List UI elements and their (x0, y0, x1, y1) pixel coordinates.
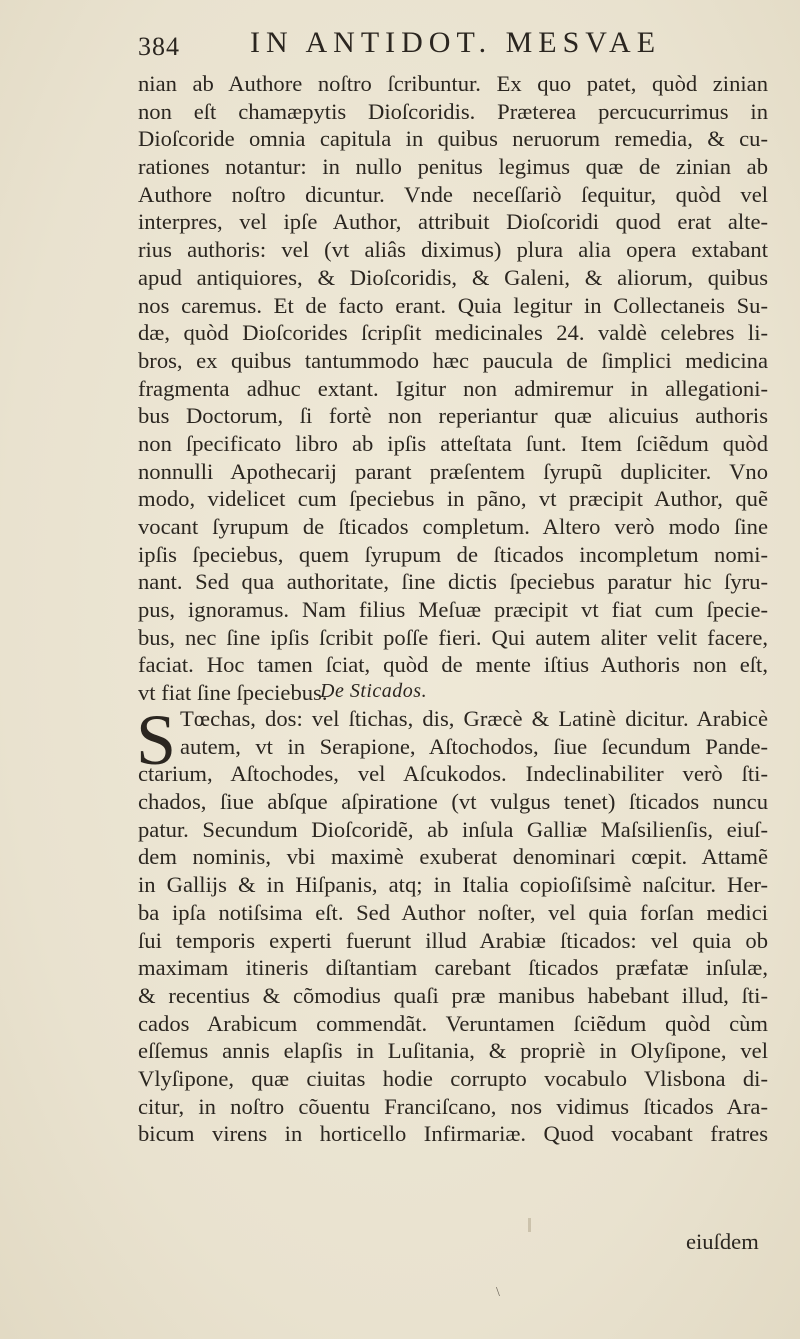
text-line: faciat. Hoc tamen ſciat, quòd de mente iſtius Authoris non eſt, (138, 652, 768, 678)
text-line: ba ipſa notiſsima eſt. Sed Author noſter, vel quia forſan medici (138, 899, 768, 925)
paragraph-1 (138, 70, 768, 707)
drop-cap: S (136, 700, 177, 780)
text-line: nonnulli Apothecarij parant præſentem ſyrupũ dupliciter. Vno (138, 458, 768, 484)
text-line: apud antiquiores, & Dioſcoridis, & Galeni, & aliorum, quibus (138, 264, 768, 290)
text-line: bros, ex quibus tantummodo hæc paucula de ſimplici medicina (138, 347, 768, 373)
text-line: ipſis ſpeciebus, quem ſyrupum de ſticados incompletum nomi- (138, 541, 768, 567)
text-line: chados, ſiue abſque aſpiratione (vt vulgus tenet) ſticados nuncu (138, 789, 768, 815)
text-line: Vlyſipone, quæ ciuitas hodie corrupto vocabulo Vlisbona di- (138, 1065, 768, 1091)
text-line: non eſt chamæpytis Dioſcoridis. Præterea percucurrimus in (138, 98, 768, 124)
text-line: Dioſcoride omnia capitula in quibus neruorum remedia, & cu- (138, 126, 768, 152)
section-title: De Sticados. (320, 680, 428, 702)
text-line: nian ab Authore noſtro ſcribuntur. Ex quo patet, quòd zinian (138, 71, 768, 96)
text-line: non ſpecificato libro ab ipſis atteſtata ſunt. Item ſciẽdum quòd (138, 430, 768, 456)
text-line: ctarium, Aſtochodes, vel Aſcukodos. Indeclinabiliter verò ſti- (138, 761, 768, 787)
text-line: citur, in noſtro cõuentu Franciſcano, nos vidimus ſticados Ara- (138, 1093, 768, 1119)
text-line: vt fiat ſine ſpeciebus. (138, 680, 328, 706)
text-line: nos caremus. Et de facto erant. Quia legitur in Collectaneis Su- (138, 292, 768, 318)
text-line: in Gallijs & in Hiſpanis, atq; in Italia copioſiſsimè naſcitur. Her- (138, 872, 768, 898)
text-line: Authore noſtro dicuntur. Vnde neceſſariò ſequitur, quòd vel (138, 181, 768, 207)
page-header (138, 18, 768, 61)
text-line: dem nominis, vbi maximè exuberat denominari cœpit. Attamẽ (138, 844, 768, 870)
text-line: cados Arabicum commendãt. Veruntamen ſciẽdum quòd cùm (138, 1010, 768, 1036)
text-line: vocant ſyrupum de ſticados completum. Altero verò modo ſine (138, 514, 768, 539)
text-line: rius authoris: vel (vt aliâs diximus) plura alia opera extabant (138, 237, 768, 263)
text-line: bicum virens in horticello Infirmariæ. Quod vocabant fratres (138, 1121, 768, 1147)
text-line: dæ, quòd Dioſcorides ſcripſit medicinales 24. valdè celebres li- (138, 320, 768, 346)
text-line: fragmenta adhuc extant. Igitur non admiremur in allegationi- (138, 375, 768, 401)
text-line: rationes notantur: in nullo penitus legimus quæ de zinian ab (138, 154, 768, 180)
catchword: eiuſdem (686, 1229, 759, 1254)
text-line: nant. Sed qua authoritate, ſine dictis ſpeciebus paratur hic ſyru- (138, 569, 768, 595)
running-head: IN ANTIDOT. MESVAE (250, 26, 662, 59)
text-line: modo, videlicet cum ſpeciebus in pãno, vt præcipit Author, quẽ (138, 486, 768, 512)
text-line: patur. Secundum Dioſcoridẽ, ab inſula Galliæ Maſsilienſis, eiuſ- (138, 816, 768, 842)
paper-speck (528, 1218, 531, 1232)
text-line: pus, ignoramus. Nam filius Meſuæ præcipit vt fiat cum ſpecie- (138, 597, 768, 623)
text-line: eſſemus annis elapſis in Luſitania, & propriè in Olyſipone, vel (138, 1038, 768, 1064)
text-line: bus Doctorum, ſi fortè non reperiantur quæ alicuius authoris (138, 403, 768, 429)
text-line: ſui temporis experti fuerunt illud Arabiæ ſticados: vel quia ob (138, 927, 768, 953)
text-line: & recentius & cõmodius quaſi præ manibus habebant illud, ſti- (138, 982, 768, 1008)
text-line: bus, nec ſine ipſis ſcribit poſſe fieri. Qui autem aliter velit facere, (138, 624, 768, 650)
text-line: autem, vt in Serapione, Aſtochodos, ſiue ſecundum Pande- (180, 733, 768, 759)
stray-mark: \ (496, 1285, 500, 1300)
text-line: maximam itineris diſtantiam carebant ſticados præfatæ inſulæ, (138, 955, 768, 981)
paragraph-2 (136, 700, 768, 1148)
text-line: Tœchas, dos: vel ſtichas, dis, Græcè & Latinè dicitur. Arabicè (180, 706, 768, 731)
text-line: interpres, vel ipſe Author, attribuit Dioſcoridi quod erat alte- (138, 209, 768, 235)
page-number: 384 (138, 32, 180, 61)
